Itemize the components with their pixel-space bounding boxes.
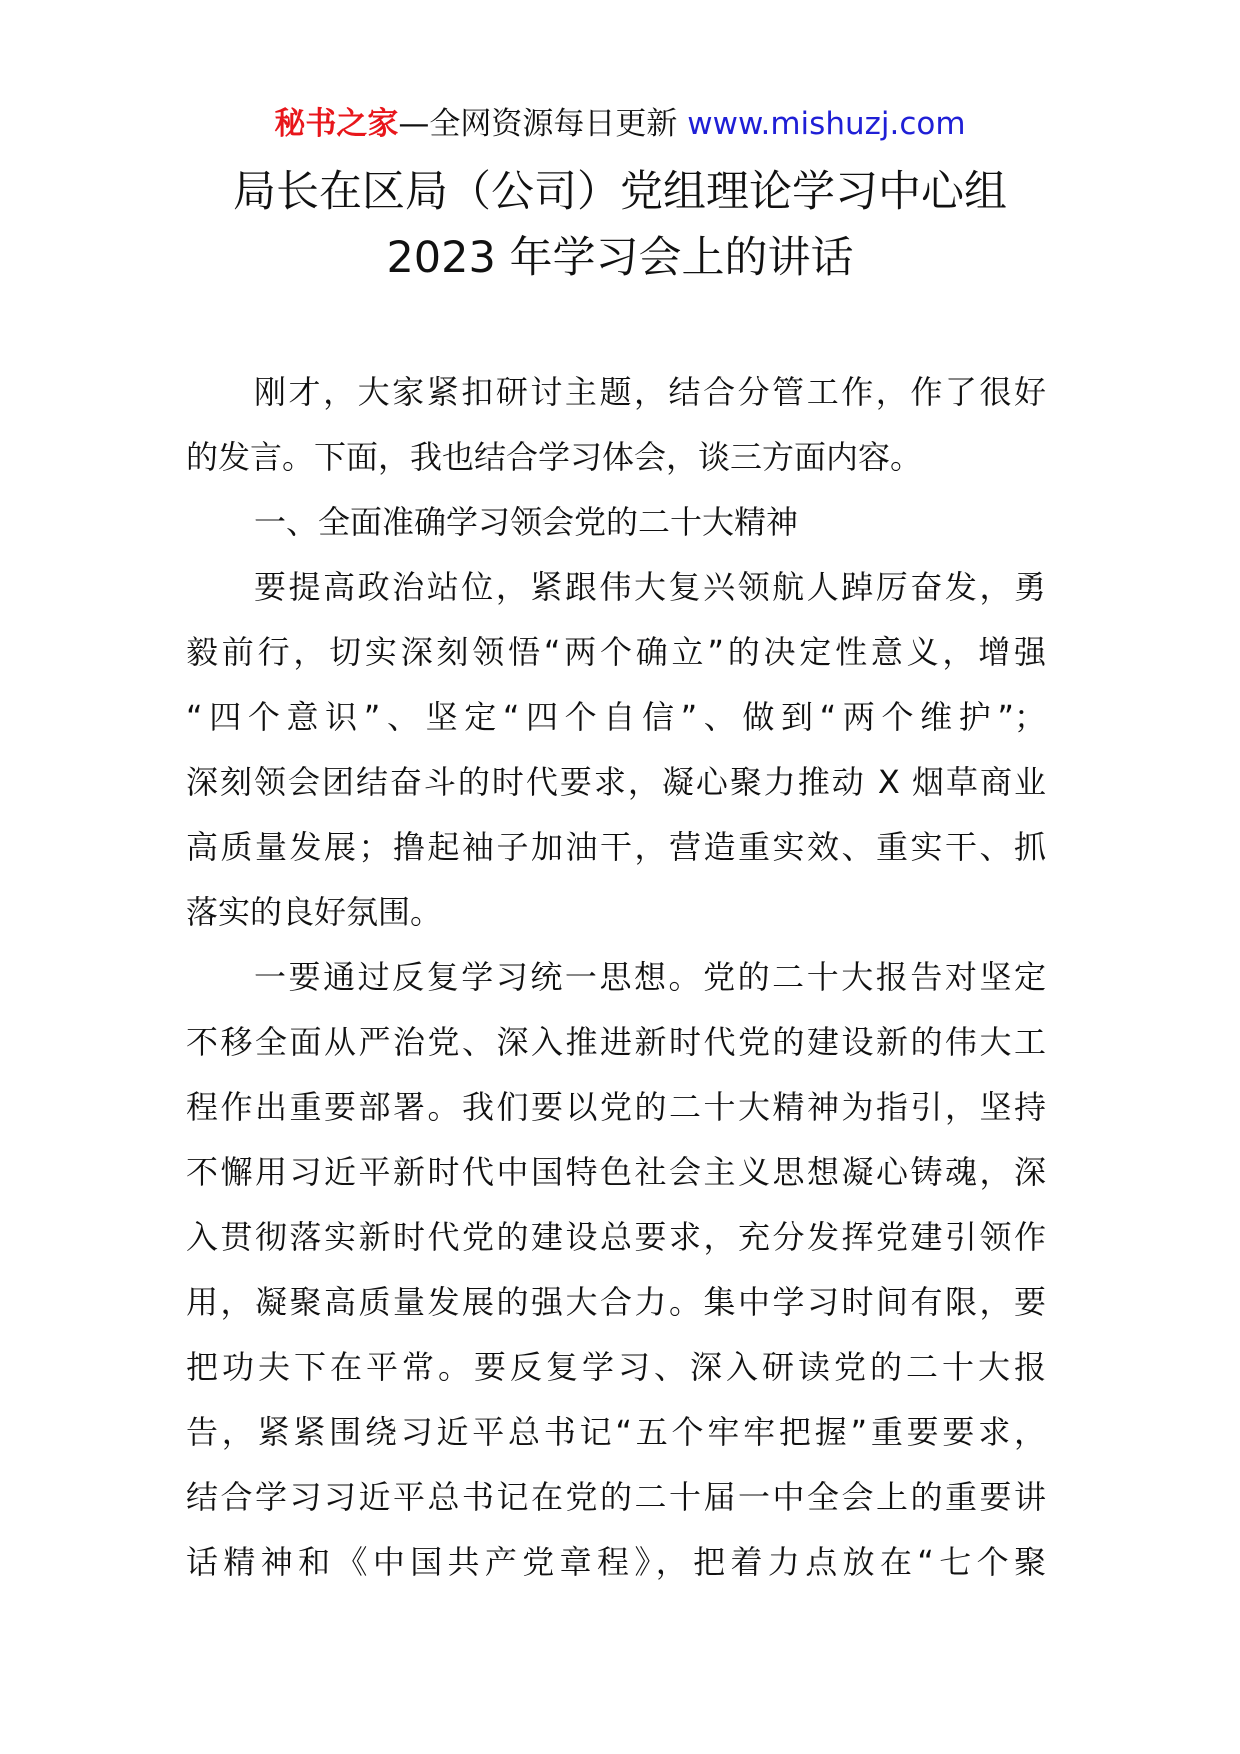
- body-line: 话精神和《中国共产党章程》，把着力点放在“七个聚: [186, 1543, 1046, 1581]
- body-line: 刚才，大家紧扣研讨主题，结合分管工作，作了很好: [254, 373, 1046, 411]
- body-line: 告，紧紧围绕习近平总书记“五个牢牢把握”重要要求，: [186, 1413, 1046, 1451]
- site-url: www.mishuzj.com: [687, 106, 966, 142]
- body-line: 一要通过反复学习统一思想。党的二十大报告对坚定: [254, 958, 1046, 996]
- body-line: 把功夫下在平常。要反复学习、深入研读党的二十大报: [186, 1348, 1046, 1386]
- body-line: 程作出重要部署。我们要以党的二十大精神为指引，坚持: [186, 1088, 1046, 1126]
- body-line: 的发言。下面，我也结合学习体会，谈三方面内容。: [186, 438, 923, 476]
- section-heading: 一、全面准确学习领会党的二十大精神: [254, 503, 799, 541]
- document-body: [186, 360, 1046, 1595]
- site-brand: 秘书之家: [274, 106, 399, 142]
- body-line: 落实的良好氛围。: [186, 893, 443, 931]
- body-line: 不移全面从严治党、深入推进新时代党的建设新的伟大工: [186, 1023, 1046, 1061]
- body-line: 不懈用习近平新时代中国特色社会主义思想凝心铸魂，深: [186, 1153, 1046, 1191]
- body-line: 入贯彻落实新时代党的建设总要求，充分发挥党建引领作: [186, 1218, 1046, 1256]
- body-line: 毅前行，切实深刻领悟“两个确立”的决定性意义，增强: [186, 633, 1046, 671]
- site-header: [0, 104, 1240, 144]
- body-line: “四个意识”、坚定“四个自信”、做到“两个维护”；: [186, 698, 1046, 736]
- body-line: 要提高政治站位，紧跟伟大复兴领航人踔厉奋发，勇: [254, 568, 1046, 606]
- site-tagline: —全网资源每日更新: [398, 106, 688, 142]
- document-title-line-1: 局长在区局（公司）党组理论学习中心组: [233, 167, 1007, 217]
- body-line: 结合学习习近平总书记在党的二十届一中全会上的重要讲: [186, 1478, 1046, 1516]
- body-line: 用，凝聚高质量发展的强大合力。集中学习时间有限，要: [186, 1283, 1046, 1321]
- body-line: 深刻领会团结奋斗的时代要求，凝心聚力推动 X 烟草商业: [186, 763, 1046, 801]
- body-line: 高质量发展；撸起袖子加油干，营造重实效、重实干、抓: [186, 828, 1046, 866]
- document-title-line-2: 2023 年学习会上的讲话: [386, 233, 854, 283]
